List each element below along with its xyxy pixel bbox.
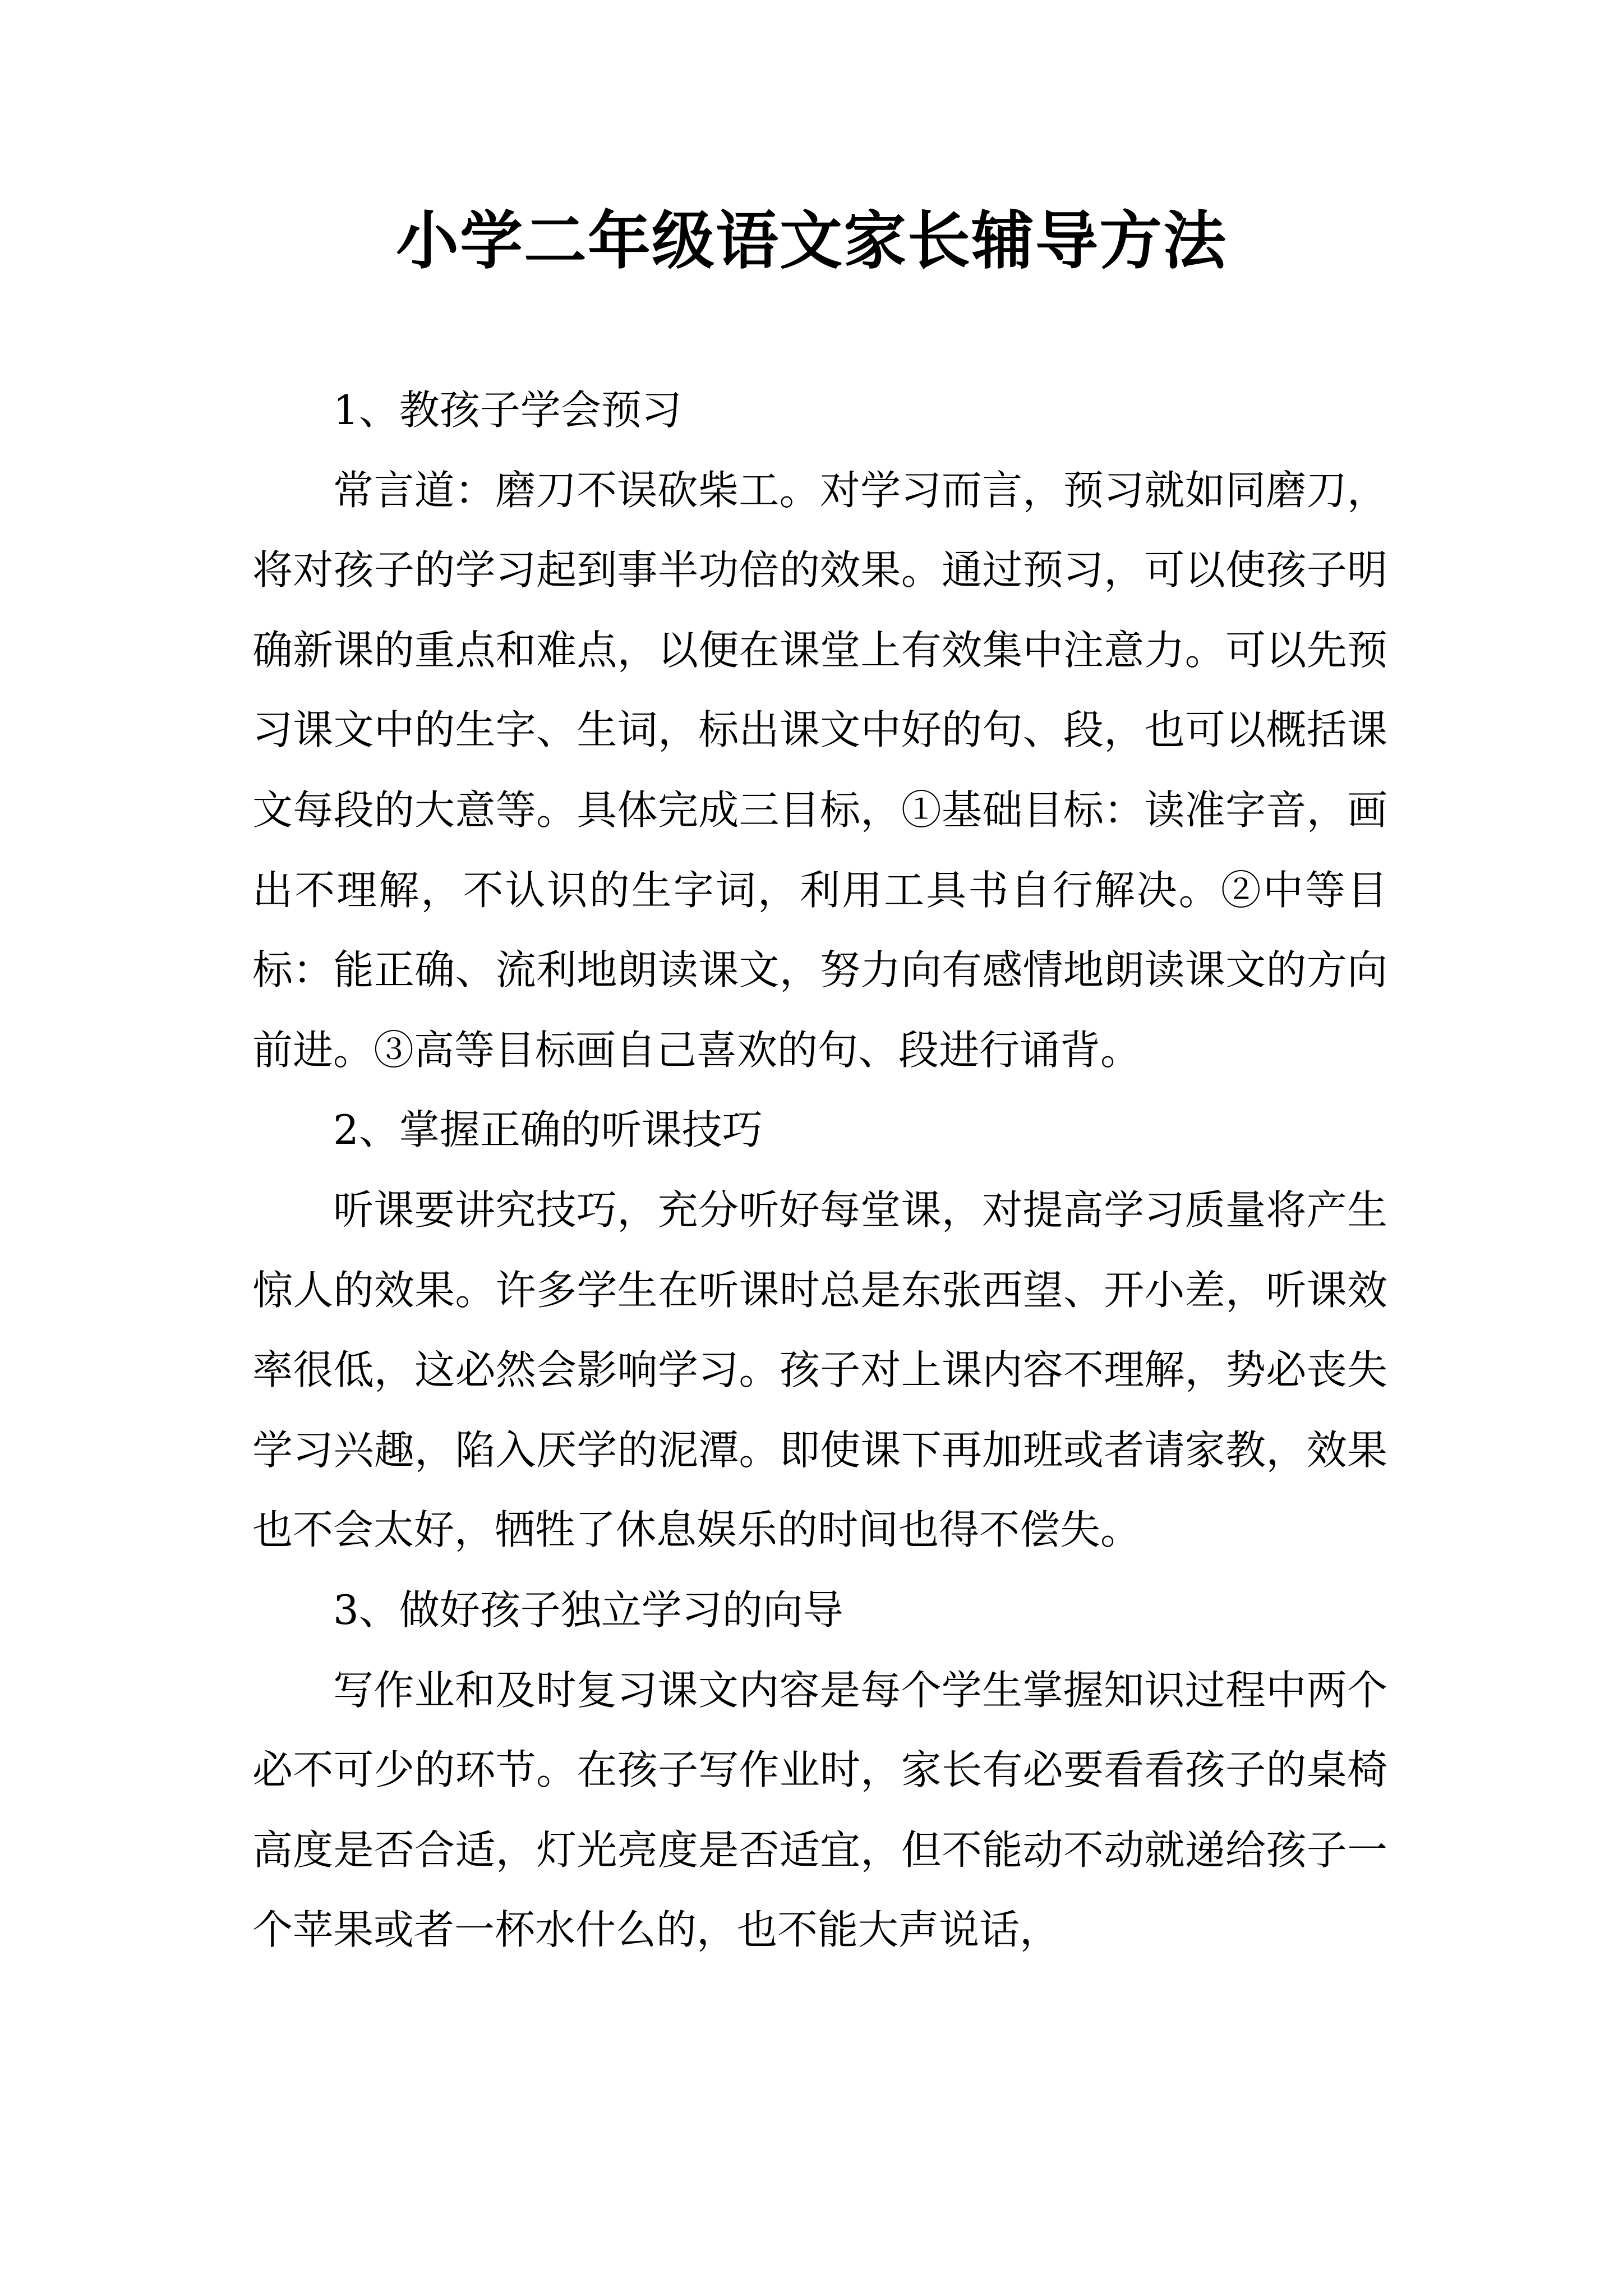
section-heading-independent-study: 3、做好孩子独立学习的向导	[333, 1586, 843, 1634]
document-body	[252, 370, 1387, 1970]
paragraph-listening: 听课要讲究技巧，充分听好每堂课，对提高学习质量将产生惊人的效果。许多学生在听课时总是东张西望、开小差，听课效率很低，这必然会影响学习。孩子对上课内容不理解，势必丧失学习兴趣，陷入厌学的泥潭。即使课下再加班或者请家教，效果也不会太好，牺牲了休息娱乐的时间也得不偿失。	[252, 1186, 1387, 1554]
document-title: 小学二年级语文家长辅导方法	[396, 204, 1227, 278]
section-heading-preview: 1、教孩子学会预习	[333, 386, 682, 434]
paragraph-preview: 常言道：磨刀不误砍柴工。对学习而言，预习就如同磨刀，将对孩子的学习起到事半功倍的效果。通过预习，可以使孩子明确新课的重点和难点，以便在课堂上有效集中注意力。可以先预习课文中的生字、生词，标出课文中好的句、段，也可以概括课文每段的大意等。具体完成三目标，①基础目标：读准字音，画出不理解，不认识的生字词，利用工具书自行解决。②中等目标：能正确、流利地朗读课文，努力向有感情地朗读课文的方向前进。③高等目标画自己喜欢的句、段进行诵背。	[252, 466, 1387, 1074]
section-heading-listening: 2、掌握正确的听课技巧	[333, 1106, 763, 1154]
paragraph-independent-study: 写作业和及时复习课文内容是每个学生掌握知识过程中两个必不可少的环节。在孩子写作业时，家长有必要看看孩子的桌椅高度是否合适，灯光亮度是否适宜，但不能动不动就递给孩子一个苹果或者一杯水什么的，也不能大声说话，	[252, 1666, 1387, 1954]
